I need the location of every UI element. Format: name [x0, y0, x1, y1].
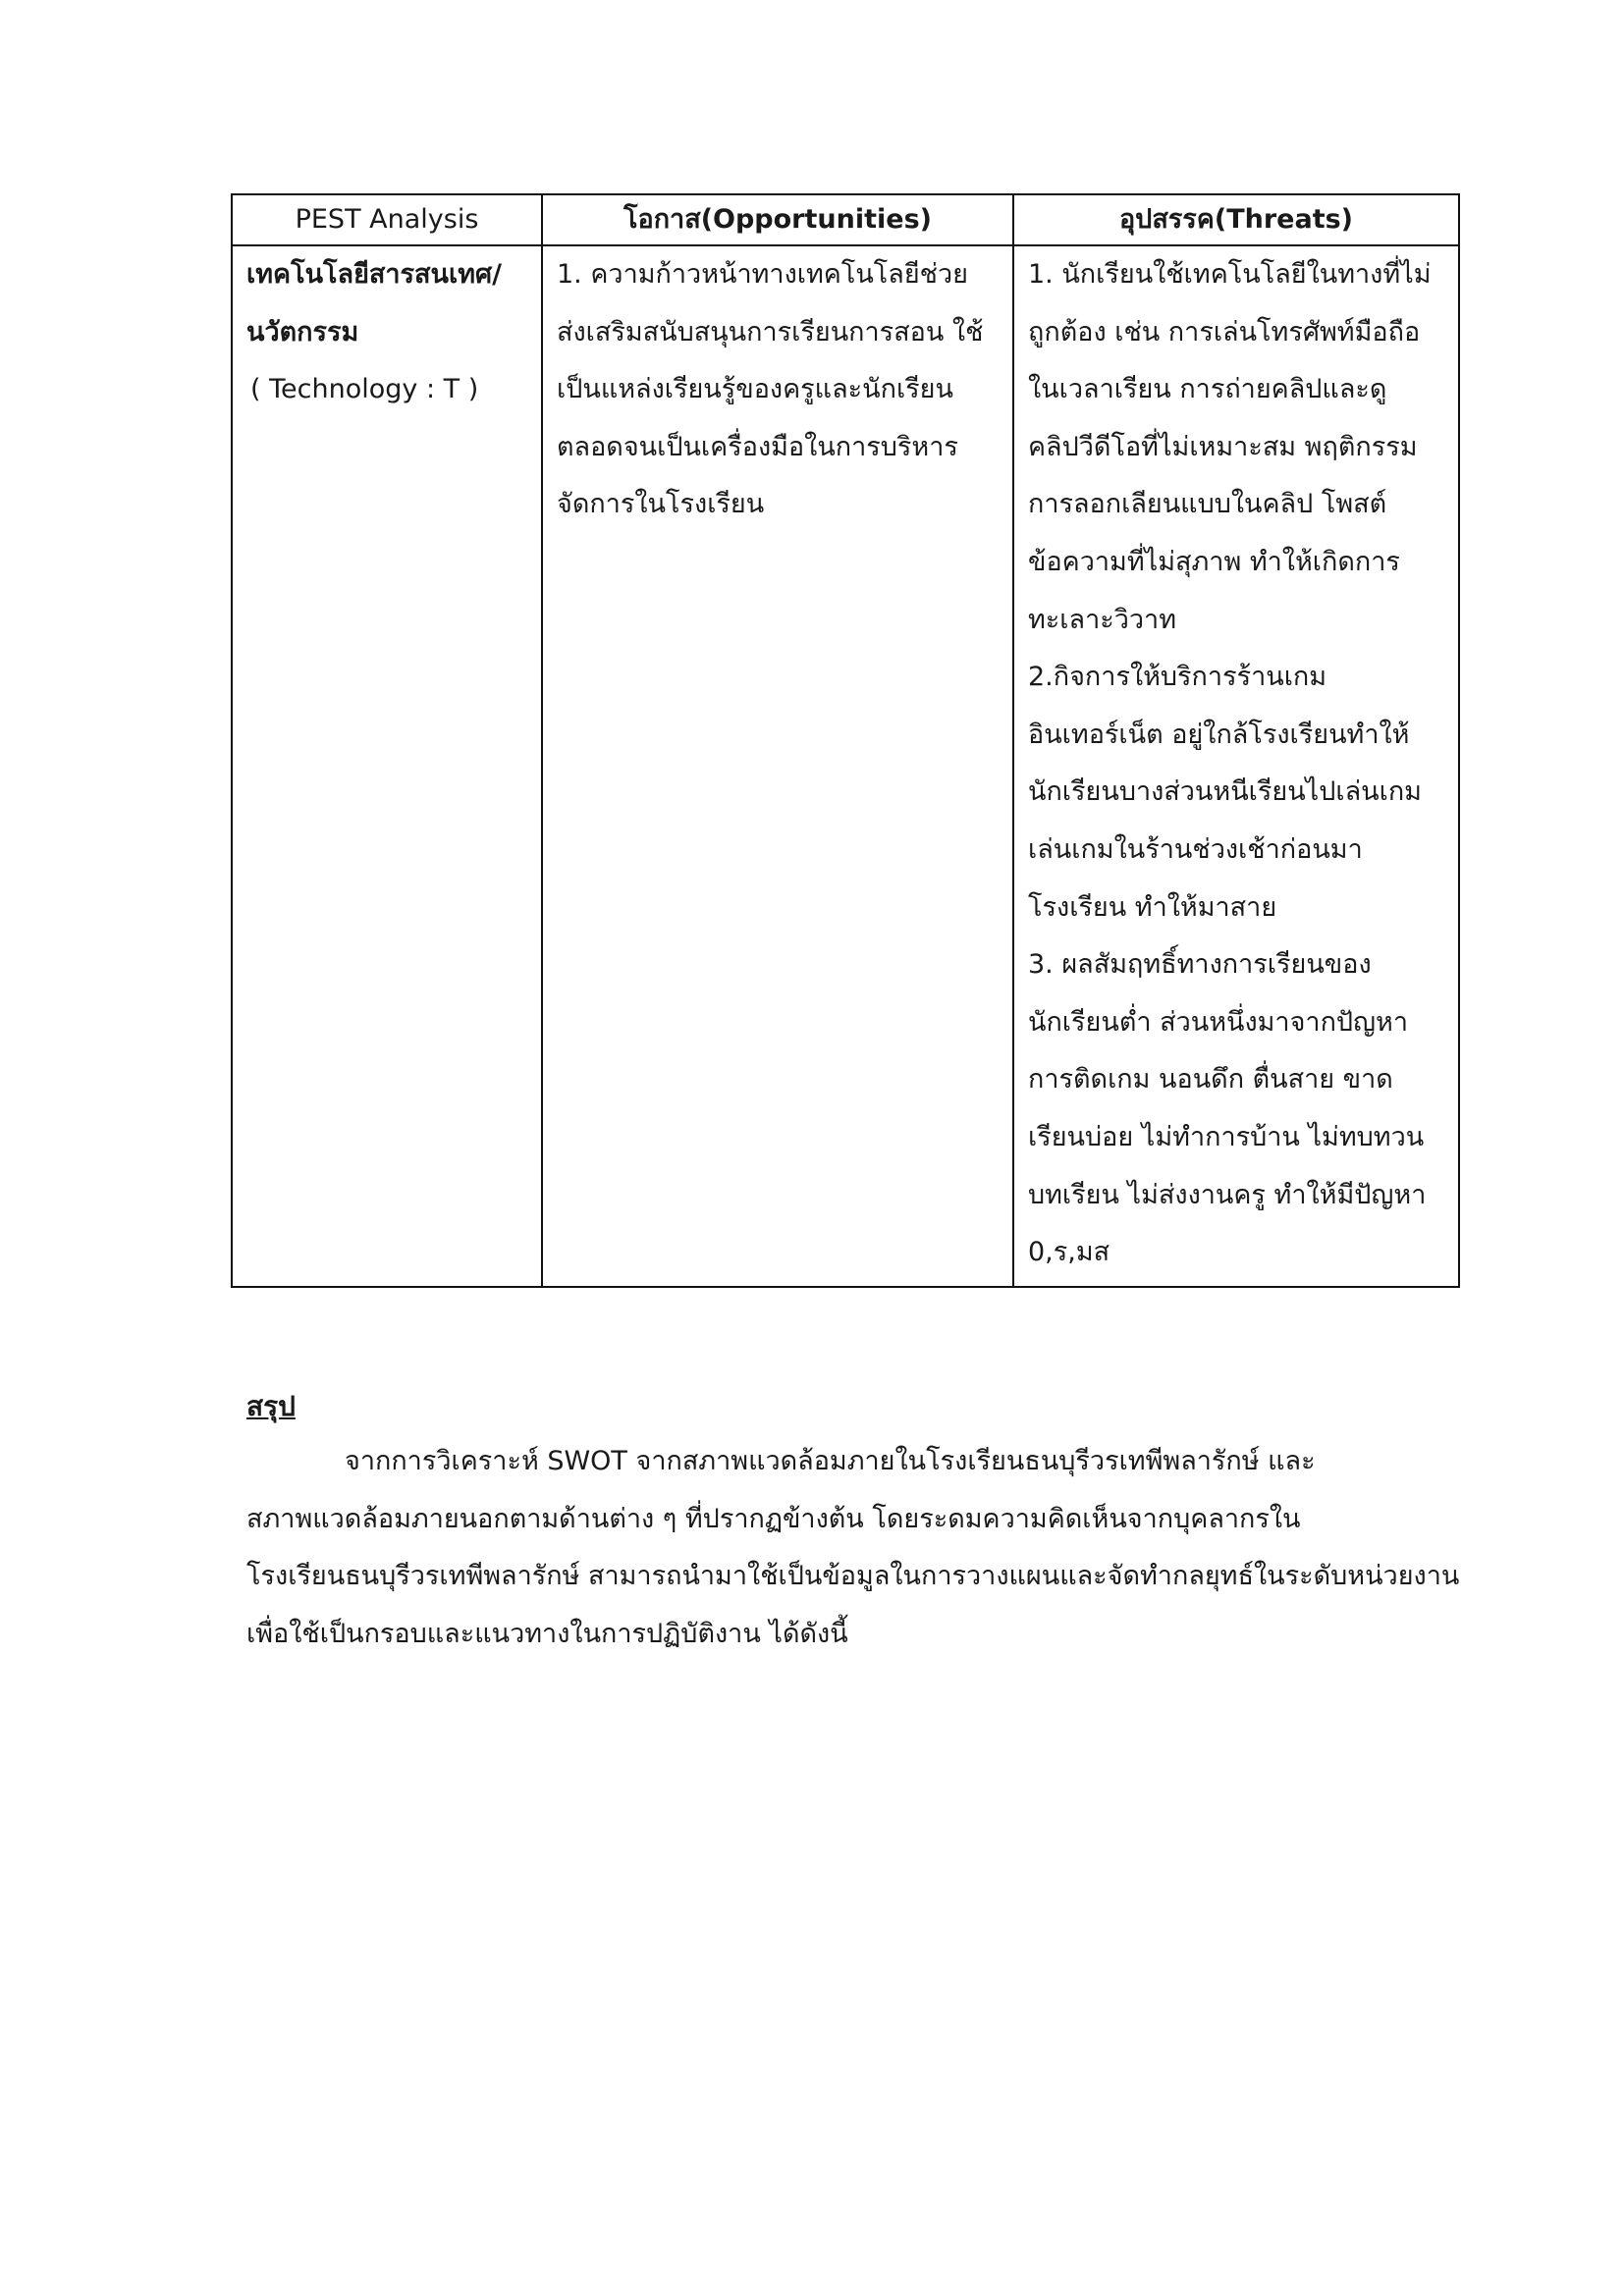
summary-line: จากการวิเคราะห์ SWOT จากสภาพแวดล้อมภายในโรงเรียนธนบุรีวรเทพีพลารักษ์ และ [345, 1446, 1316, 1476]
threat-line: เล่นเกมในร้านช่วงเช้าก่อนมา [1028, 833, 1363, 865]
opportunity-line: จัดการในโรงเรียน [557, 489, 765, 520]
header-threats: อุปสรรค(Threats) [1013, 194, 1459, 245]
threat-line: บทเรียน ไม่ส่งงานครู ทำให้มีปัญหา [1028, 1179, 1427, 1210]
opportunity-line: เป็นแหล่งเรียนรู้ของครูและนักเรียน [557, 374, 953, 405]
aspect-line: ( Technology : T ) [250, 374, 479, 405]
cell-threats [1013, 245, 1459, 1287]
opportunity-line: 1. ความก้าวหน้าทางเทคโนโลยีช่วย [557, 259, 968, 290]
threat-line: 0,ร,มส [1028, 1237, 1110, 1268]
aspect-line: เทคโนโลยีสารสนเทศ/ [246, 259, 503, 290]
threat-line: นักเรียนบางส่วนหนีเรียนไปเล่นเกม [1028, 776, 1422, 808]
threat-line: 2.กิจการให้บริการร้านเกม [1028, 662, 1327, 693]
threat-line: เรียนบ่อย ไม่ทำการบ้าน ไม่ทบทวน [1028, 1121, 1425, 1152]
summary-paragraph [246, 1433, 1484, 1663]
table-header-row [232, 194, 1459, 245]
table-row-technology [232, 245, 1459, 1287]
header-pest-analysis: PEST Analysis [232, 194, 542, 245]
threat-line: โรงเรียน ทำให้มาสาย [1028, 891, 1277, 923]
summary-line: โรงเรียนธนบุรีวรเทพีพลารักษ์ สามารถนำมาใช้เป็นข้อมูลในการวางแผนและจัดทำกลยุทธ์ในระดับหน่วยงาน [246, 1561, 1460, 1591]
header-opportunities: โอกาส(Opportunities) [542, 194, 1013, 245]
summary-heading: สรุป [246, 1390, 296, 1422]
threat-line: ทะเลาะวิวาท [1028, 604, 1177, 635]
opportunity-line: ส่งเสริมสนับสนุนการเรียนการสอน ใช้ [557, 316, 984, 347]
cell-opportunities [542, 245, 1013, 1287]
summary-line: เพื่อใช้เป็นกรอบและแนวทางในการปฏิบัติงาน ได้ดังนี้ [246, 1618, 848, 1649]
summary-line: สภาพแวดล้อมภายนอกตามด้านต่าง ๆ ที่ปรากฏข้างต้น โดยระดมความคิดเห็นจากบุคลากรใน [246, 1503, 1301, 1534]
threat-line: 1. นักเรียนใช้เทคโนโลยีในทางที่ไม่ [1028, 259, 1432, 290]
threat-line: การลอกเลียนแบบในคลิป โพสต์ [1028, 489, 1387, 520]
aspect-line: นวัตกรรม [246, 316, 359, 347]
threat-line: 3. ผลสัมฤทธิ์ทางการเรียนของ [1028, 949, 1372, 981]
opportunity-line: ตลอดจนเป็นเครื่องมือในการบริหาร [557, 431, 958, 462]
threat-line: นักเรียนต่ำ ส่วนหนึ่งมาจากปัญหา [1028, 1006, 1409, 1038]
threat-line: ถูกต้อง เช่น การเล่นโทรศัพท์มือถือ [1028, 316, 1421, 347]
pest-analysis-table [231, 193, 1460, 1288]
threat-line: การติดเกม นอนดึก ตื่นสาย ขาด [1028, 1064, 1393, 1095]
threat-line: ในเวลาเรียน การถ่ายคลิปและดู [1028, 374, 1387, 405]
cell-aspect [232, 245, 542, 1287]
threat-line: อินเทอร์เน็ต อยู่ใกล้โรงเรียนทำให้ [1028, 719, 1410, 750]
threat-line: ข้อความที่ไม่สุภาพ ทำให้เกิดการ [1028, 546, 1400, 577]
threat-line: คลิปวีดีโอที่ไม่เหมาะสม พฤติกรรม [1028, 431, 1418, 462]
